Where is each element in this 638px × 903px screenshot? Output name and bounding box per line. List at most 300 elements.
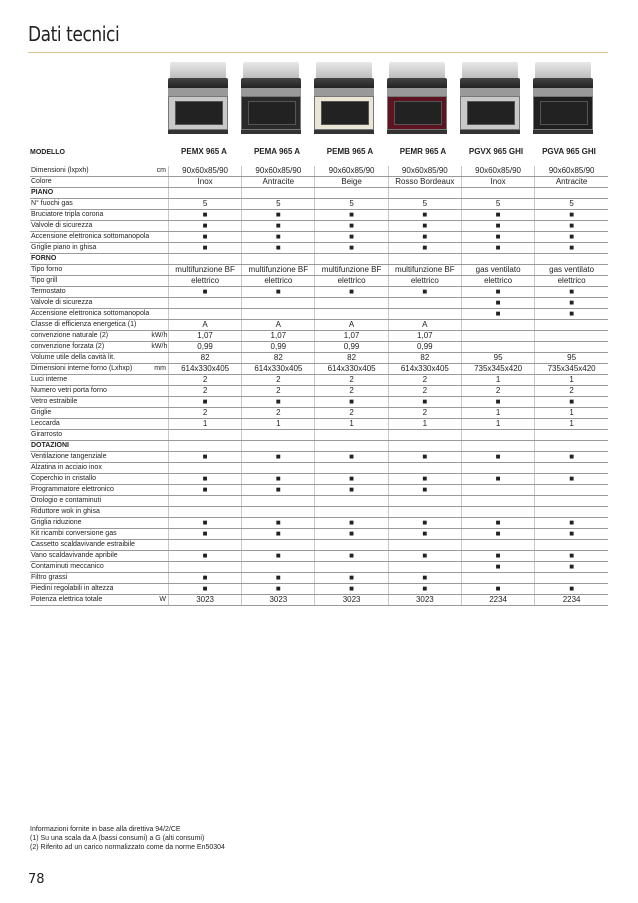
spec-value	[388, 496, 461, 507]
spec-value: 90x60x85/90	[168, 166, 241, 177]
row-unit	[150, 518, 168, 529]
spec-value: ■	[315, 518, 388, 529]
spec-value	[388, 309, 461, 320]
spec-value	[388, 430, 461, 441]
section-row	[30, 188, 608, 199]
table-row	[30, 177, 608, 188]
spec-value: multifunzione BF	[242, 265, 315, 276]
model-name: PEMR 965 A	[399, 147, 447, 156]
spec-value	[388, 540, 461, 551]
spec-value: ■	[535, 551, 608, 562]
spec-value: 1	[315, 419, 388, 430]
row-unit	[150, 573, 168, 584]
spec-value: 2	[315, 375, 388, 386]
spec-value	[535, 342, 608, 353]
row-label: Contaminuti meccanico	[30, 562, 150, 573]
spec-value: ■	[461, 452, 534, 463]
spec-value: 95	[535, 353, 608, 364]
spec-value: 5	[168, 199, 241, 210]
spec-value: multifunzione BF	[168, 265, 241, 276]
row-unit	[150, 254, 168, 265]
spec-value: ■	[315, 485, 388, 496]
range-cooker-image	[533, 58, 593, 136]
spec-value: ■	[388, 573, 461, 584]
spec-value: 95	[461, 353, 534, 364]
table-row	[30, 573, 608, 584]
spec-value: 614x330x405	[168, 364, 241, 375]
spec-value	[461, 463, 534, 474]
spec-value: 3023	[242, 595, 315, 606]
row-unit	[150, 177, 168, 188]
spec-value: Beige	[315, 177, 388, 188]
spec-value: ■	[315, 243, 388, 254]
row-unit	[150, 441, 168, 452]
spec-value: 2	[388, 386, 461, 397]
spec-value: ■	[461, 298, 534, 309]
row-label: Vetro estraibile	[30, 397, 150, 408]
spec-value	[242, 540, 315, 551]
spec-value: 2	[535, 386, 608, 397]
spec-value: ■	[315, 529, 388, 540]
spec-value: ■	[388, 485, 461, 496]
spec-value: 3023	[168, 595, 241, 606]
spec-value	[242, 441, 315, 452]
spec-value: Antracite	[535, 177, 608, 188]
table-row	[30, 243, 608, 254]
spec-value: 90x60x85/90	[315, 166, 388, 177]
spec-value	[535, 430, 608, 441]
spec-value: ■	[535, 584, 608, 595]
row-unit	[150, 474, 168, 485]
spec-value	[242, 562, 315, 573]
table-row	[30, 320, 608, 331]
spec-value: 90x60x85/90	[461, 166, 534, 177]
spec-value	[461, 188, 534, 199]
table-row	[30, 309, 608, 320]
spec-value: ■	[168, 551, 241, 562]
spec-value	[535, 254, 608, 265]
spec-value: ■	[168, 232, 241, 243]
spec-value: 3023	[315, 595, 388, 606]
spec-value	[315, 298, 388, 309]
spec-value: ■	[461, 309, 534, 320]
spec-value: ■	[242, 210, 315, 221]
row-unit	[150, 199, 168, 210]
spec-value: 1	[461, 375, 534, 386]
spec-value: 1,07	[315, 331, 388, 342]
spec-value	[461, 441, 534, 452]
spec-value: 82	[168, 353, 241, 364]
spec-value: ■	[461, 562, 534, 573]
spec-value: ■	[535, 287, 608, 298]
spec-value	[315, 507, 388, 518]
spec-value	[535, 573, 608, 584]
spec-value: 82	[315, 353, 388, 364]
spec-value: gas ventilato	[461, 265, 534, 276]
row-label: Luci interne	[30, 375, 150, 386]
spec-value: 90x60x85/90	[535, 166, 608, 177]
spec-value	[535, 463, 608, 474]
spec-value: ■	[315, 551, 388, 562]
spec-value: 0,99	[168, 342, 241, 353]
row-label: Colore	[30, 177, 150, 188]
note-line: (1) Su una scala da A (bassi consumi) a G (alti consumi)	[30, 835, 205, 842]
table-row	[30, 397, 608, 408]
table-row	[30, 584, 608, 595]
spec-value: ■	[315, 221, 388, 232]
spec-value	[535, 507, 608, 518]
row-label: Dimensioni interne forno (Lxhxp)	[30, 364, 150, 375]
spec-value: ■	[535, 298, 608, 309]
spec-value: ■	[535, 562, 608, 573]
spec-value: ■	[242, 287, 315, 298]
spec-value: ■	[461, 551, 534, 562]
spec-value: ■	[168, 287, 241, 298]
spec-value: Inox	[461, 177, 534, 188]
row-label: Filtro grassi	[30, 573, 150, 584]
spec-value: 1	[535, 375, 608, 386]
table-row	[30, 507, 608, 518]
spec-value: ■	[461, 232, 534, 243]
spec-value: ■	[315, 573, 388, 584]
spec-value: 2	[168, 408, 241, 419]
page-title: Dati tecnici	[28, 22, 120, 46]
row-unit	[150, 243, 168, 254]
spec-value: 2	[242, 375, 315, 386]
spec-value: Antracite	[242, 177, 315, 188]
spec-value	[461, 496, 534, 507]
table-row	[30, 298, 608, 309]
row-label: Alzatina in acciaio inox	[30, 463, 150, 474]
spec-value: ■	[388, 232, 461, 243]
spec-value: elettrico	[242, 276, 315, 287]
spec-value: 1,07	[168, 331, 241, 342]
row-label: Orologio e contaminuti	[30, 496, 150, 507]
spec-value: 1	[535, 408, 608, 419]
spec-value	[168, 430, 241, 441]
spec-value: ■	[461, 529, 534, 540]
spec-value: 1	[461, 408, 534, 419]
table-row	[30, 562, 608, 573]
model-name: PGVA 965 GHI	[542, 147, 596, 156]
spec-value: ■	[461, 221, 534, 232]
table-row	[30, 287, 608, 298]
spec-value: 1	[242, 419, 315, 430]
spec-value: ■	[168, 221, 241, 232]
spec-value	[461, 331, 534, 342]
spec-value: ■	[315, 474, 388, 485]
spec-value	[168, 188, 241, 199]
row-unit	[150, 353, 168, 364]
spec-value: 1,07	[388, 331, 461, 342]
spec-value: 5	[388, 199, 461, 210]
spec-value	[168, 441, 241, 452]
row-unit	[150, 584, 168, 595]
row-unit	[150, 463, 168, 474]
spec-value	[242, 496, 315, 507]
spec-value: ■	[388, 584, 461, 595]
spec-value: ■	[242, 529, 315, 540]
spec-value: Inox	[168, 177, 241, 188]
table-row	[30, 210, 608, 221]
spec-value: ■	[168, 397, 241, 408]
spec-value: ■	[535, 221, 608, 232]
table-row	[30, 265, 608, 276]
spec-value	[461, 573, 534, 584]
row-label: Classe di efficienza energetica (1)	[30, 320, 150, 331]
row-unit	[150, 496, 168, 507]
table-row	[30, 540, 608, 551]
row-unit	[150, 298, 168, 309]
model-name: PGVX 965 GHI	[468, 147, 524, 156]
spec-value	[168, 463, 241, 474]
row-unit	[150, 320, 168, 331]
spec-value: 2234	[461, 595, 534, 606]
spec-value: ■	[168, 584, 241, 595]
spec-value	[535, 485, 608, 496]
spec-value: ■	[168, 573, 241, 584]
row-unit	[150, 540, 168, 551]
row-label: Leccarda	[30, 419, 150, 430]
spec-value: 5	[315, 199, 388, 210]
spec-value: elettrico	[535, 276, 608, 287]
spec-value: ■	[168, 474, 241, 485]
spec-value	[535, 540, 608, 551]
spec-value: ■	[535, 518, 608, 529]
note-line: Informazioni fornite in base alla direttiva 94/2/CE	[30, 826, 181, 833]
spec-value: 0,99	[242, 342, 315, 353]
table-row	[30, 166, 608, 177]
spec-value	[461, 507, 534, 518]
row-label: Numero vetri porta forno	[30, 386, 150, 397]
spec-value: ■	[315, 210, 388, 221]
row-unit	[150, 408, 168, 419]
spec-value: ■	[535, 309, 608, 320]
spec-value	[315, 254, 388, 265]
spec-value: ■	[242, 474, 315, 485]
spec-value	[168, 254, 241, 265]
row-label: Griglia riduzione	[30, 518, 150, 529]
row-label: Bruciatore tripla corona	[30, 210, 150, 221]
table-row	[30, 518, 608, 529]
spec-value: 5	[242, 199, 315, 210]
spec-value	[388, 254, 461, 265]
spec-value: ■	[461, 243, 534, 254]
spec-value: ■	[242, 221, 315, 232]
spec-value: ■	[535, 210, 608, 221]
spec-value: 2	[315, 408, 388, 419]
spec-value: 1	[388, 419, 461, 430]
footnotes	[30, 825, 225, 852]
table-row	[30, 364, 608, 375]
spec-value: Rosso Bordeaux	[388, 177, 461, 188]
spec-value: ■	[242, 452, 315, 463]
row-unit: W	[150, 595, 168, 606]
spec-value: A	[242, 320, 315, 331]
spec-value: elettrico	[388, 276, 461, 287]
spec-value	[461, 430, 534, 441]
spec-value: 735x345x420	[535, 364, 608, 375]
spec-value	[242, 254, 315, 265]
spec-value	[535, 331, 608, 342]
spec-value	[315, 430, 388, 441]
spec-value: ■	[315, 584, 388, 595]
row-unit	[150, 419, 168, 430]
model-header-row	[30, 147, 610, 161]
spec-value	[388, 441, 461, 452]
row-label: Potenza elettrica totale	[30, 595, 150, 606]
table-row	[30, 276, 608, 287]
spec-value	[461, 540, 534, 551]
row-label: Accensione elettronica sottomanopola	[30, 309, 150, 320]
spec-value	[535, 496, 608, 507]
spec-value: ■	[388, 529, 461, 540]
section-row	[30, 254, 608, 265]
spec-value: ■	[461, 397, 534, 408]
table-row	[30, 232, 608, 243]
spec-value	[461, 254, 534, 265]
spec-value: 1	[168, 419, 241, 430]
row-unit	[150, 386, 168, 397]
row-label: Volume utile della cavità lit.	[30, 353, 150, 364]
row-label: Kit ricambi conversione gas	[30, 529, 150, 540]
model-header-label: MODELLO	[30, 149, 65, 156]
model-name: PEMA 965 A	[253, 147, 301, 156]
table-row	[30, 474, 608, 485]
spec-value: ■	[242, 573, 315, 584]
spec-value	[535, 441, 608, 452]
spec-value: 0,99	[388, 342, 461, 353]
spec-value: 2	[388, 408, 461, 419]
spec-value: 3023	[388, 595, 461, 606]
spec-value: ■	[535, 232, 608, 243]
spec-value: 90x60x85/90	[242, 166, 315, 177]
spec-value: ■	[242, 518, 315, 529]
spec-table	[30, 166, 608, 606]
spec-value: ■	[388, 474, 461, 485]
spec-value: ■	[242, 485, 315, 496]
spec-value: ■	[388, 397, 461, 408]
row-label: convenzione naturale (2)	[30, 331, 150, 342]
spec-value: 1	[535, 419, 608, 430]
row-label: FORNO	[30, 254, 150, 265]
spec-value: 2	[388, 375, 461, 386]
spec-value: ■	[242, 397, 315, 408]
spec-value: ■	[168, 518, 241, 529]
table-row	[30, 485, 608, 496]
table-row	[30, 375, 608, 386]
spec-value	[242, 463, 315, 474]
section-row	[30, 441, 608, 452]
spec-value	[242, 298, 315, 309]
table-row	[30, 342, 608, 353]
row-unit	[150, 507, 168, 518]
note-line: (2) Riferito ad un carico normalizzato come da norme En50304	[30, 844, 225, 851]
row-unit	[150, 188, 168, 199]
spec-value: 1,07	[242, 331, 315, 342]
row-unit	[150, 309, 168, 320]
spec-value: multifunzione BF	[388, 265, 461, 276]
row-unit	[150, 551, 168, 562]
spec-value	[535, 320, 608, 331]
row-label: Vano scaldavivande apribile	[30, 551, 150, 562]
row-unit	[150, 221, 168, 232]
spec-value	[461, 485, 534, 496]
row-unit	[150, 210, 168, 221]
range-cooker-image	[241, 58, 301, 136]
row-unit: kW/h	[150, 331, 168, 342]
spec-value	[315, 496, 388, 507]
table-row	[30, 221, 608, 232]
spec-value: elettrico	[461, 276, 534, 287]
spec-value: ■	[535, 397, 608, 408]
spec-value: ■	[388, 518, 461, 529]
row-label: Programmatore elettronico	[30, 485, 150, 496]
spec-value	[168, 309, 241, 320]
spec-value: ■	[242, 243, 315, 254]
spec-value	[168, 298, 241, 309]
row-unit	[150, 529, 168, 540]
spec-value: ■	[461, 584, 534, 595]
row-unit	[150, 397, 168, 408]
table-row	[30, 463, 608, 474]
spec-value: ■	[535, 529, 608, 540]
spec-value: ■	[168, 210, 241, 221]
table-row	[30, 419, 608, 430]
spec-value: ■	[315, 287, 388, 298]
table-row	[30, 386, 608, 397]
spec-value: 614x330x405	[315, 364, 388, 375]
spec-value: ■	[168, 529, 241, 540]
spec-value: ■	[168, 485, 241, 496]
row-unit	[150, 265, 168, 276]
spec-value	[535, 188, 608, 199]
spec-value: ■	[242, 584, 315, 595]
spec-value: elettrico	[168, 276, 241, 287]
row-label: Valvole di sicurezza	[30, 221, 150, 232]
range-cooker-image	[460, 58, 520, 136]
row-label: PIANO	[30, 188, 150, 199]
spec-value: ■	[242, 232, 315, 243]
spec-value: ■	[242, 551, 315, 562]
spec-value: ■	[315, 397, 388, 408]
spec-value: 614x330x405	[242, 364, 315, 375]
spec-value	[168, 496, 241, 507]
table-row	[30, 353, 608, 364]
spec-value: ■	[535, 452, 608, 463]
page-number: 78	[28, 872, 45, 887]
spec-value: 90x60x85/90	[388, 166, 461, 177]
model-name: PEMB 965 A	[326, 147, 374, 156]
spec-value	[168, 540, 241, 551]
table-row	[30, 551, 608, 562]
spec-value	[242, 309, 315, 320]
spec-value: ■	[388, 221, 461, 232]
spec-value	[315, 441, 388, 452]
spec-value: ■	[315, 232, 388, 243]
range-cooker-image	[168, 58, 228, 136]
spec-value: ■	[461, 287, 534, 298]
spec-value: gas ventilato	[535, 265, 608, 276]
spec-value: 82	[388, 353, 461, 364]
row-unit	[150, 232, 168, 243]
spec-value: 735x345x420	[461, 364, 534, 375]
row-label: Accensione elettronica sottomanopola	[30, 232, 150, 243]
spec-value	[388, 507, 461, 518]
spec-value: 2	[461, 386, 534, 397]
spec-value	[388, 298, 461, 309]
row-unit: cm	[150, 166, 168, 177]
